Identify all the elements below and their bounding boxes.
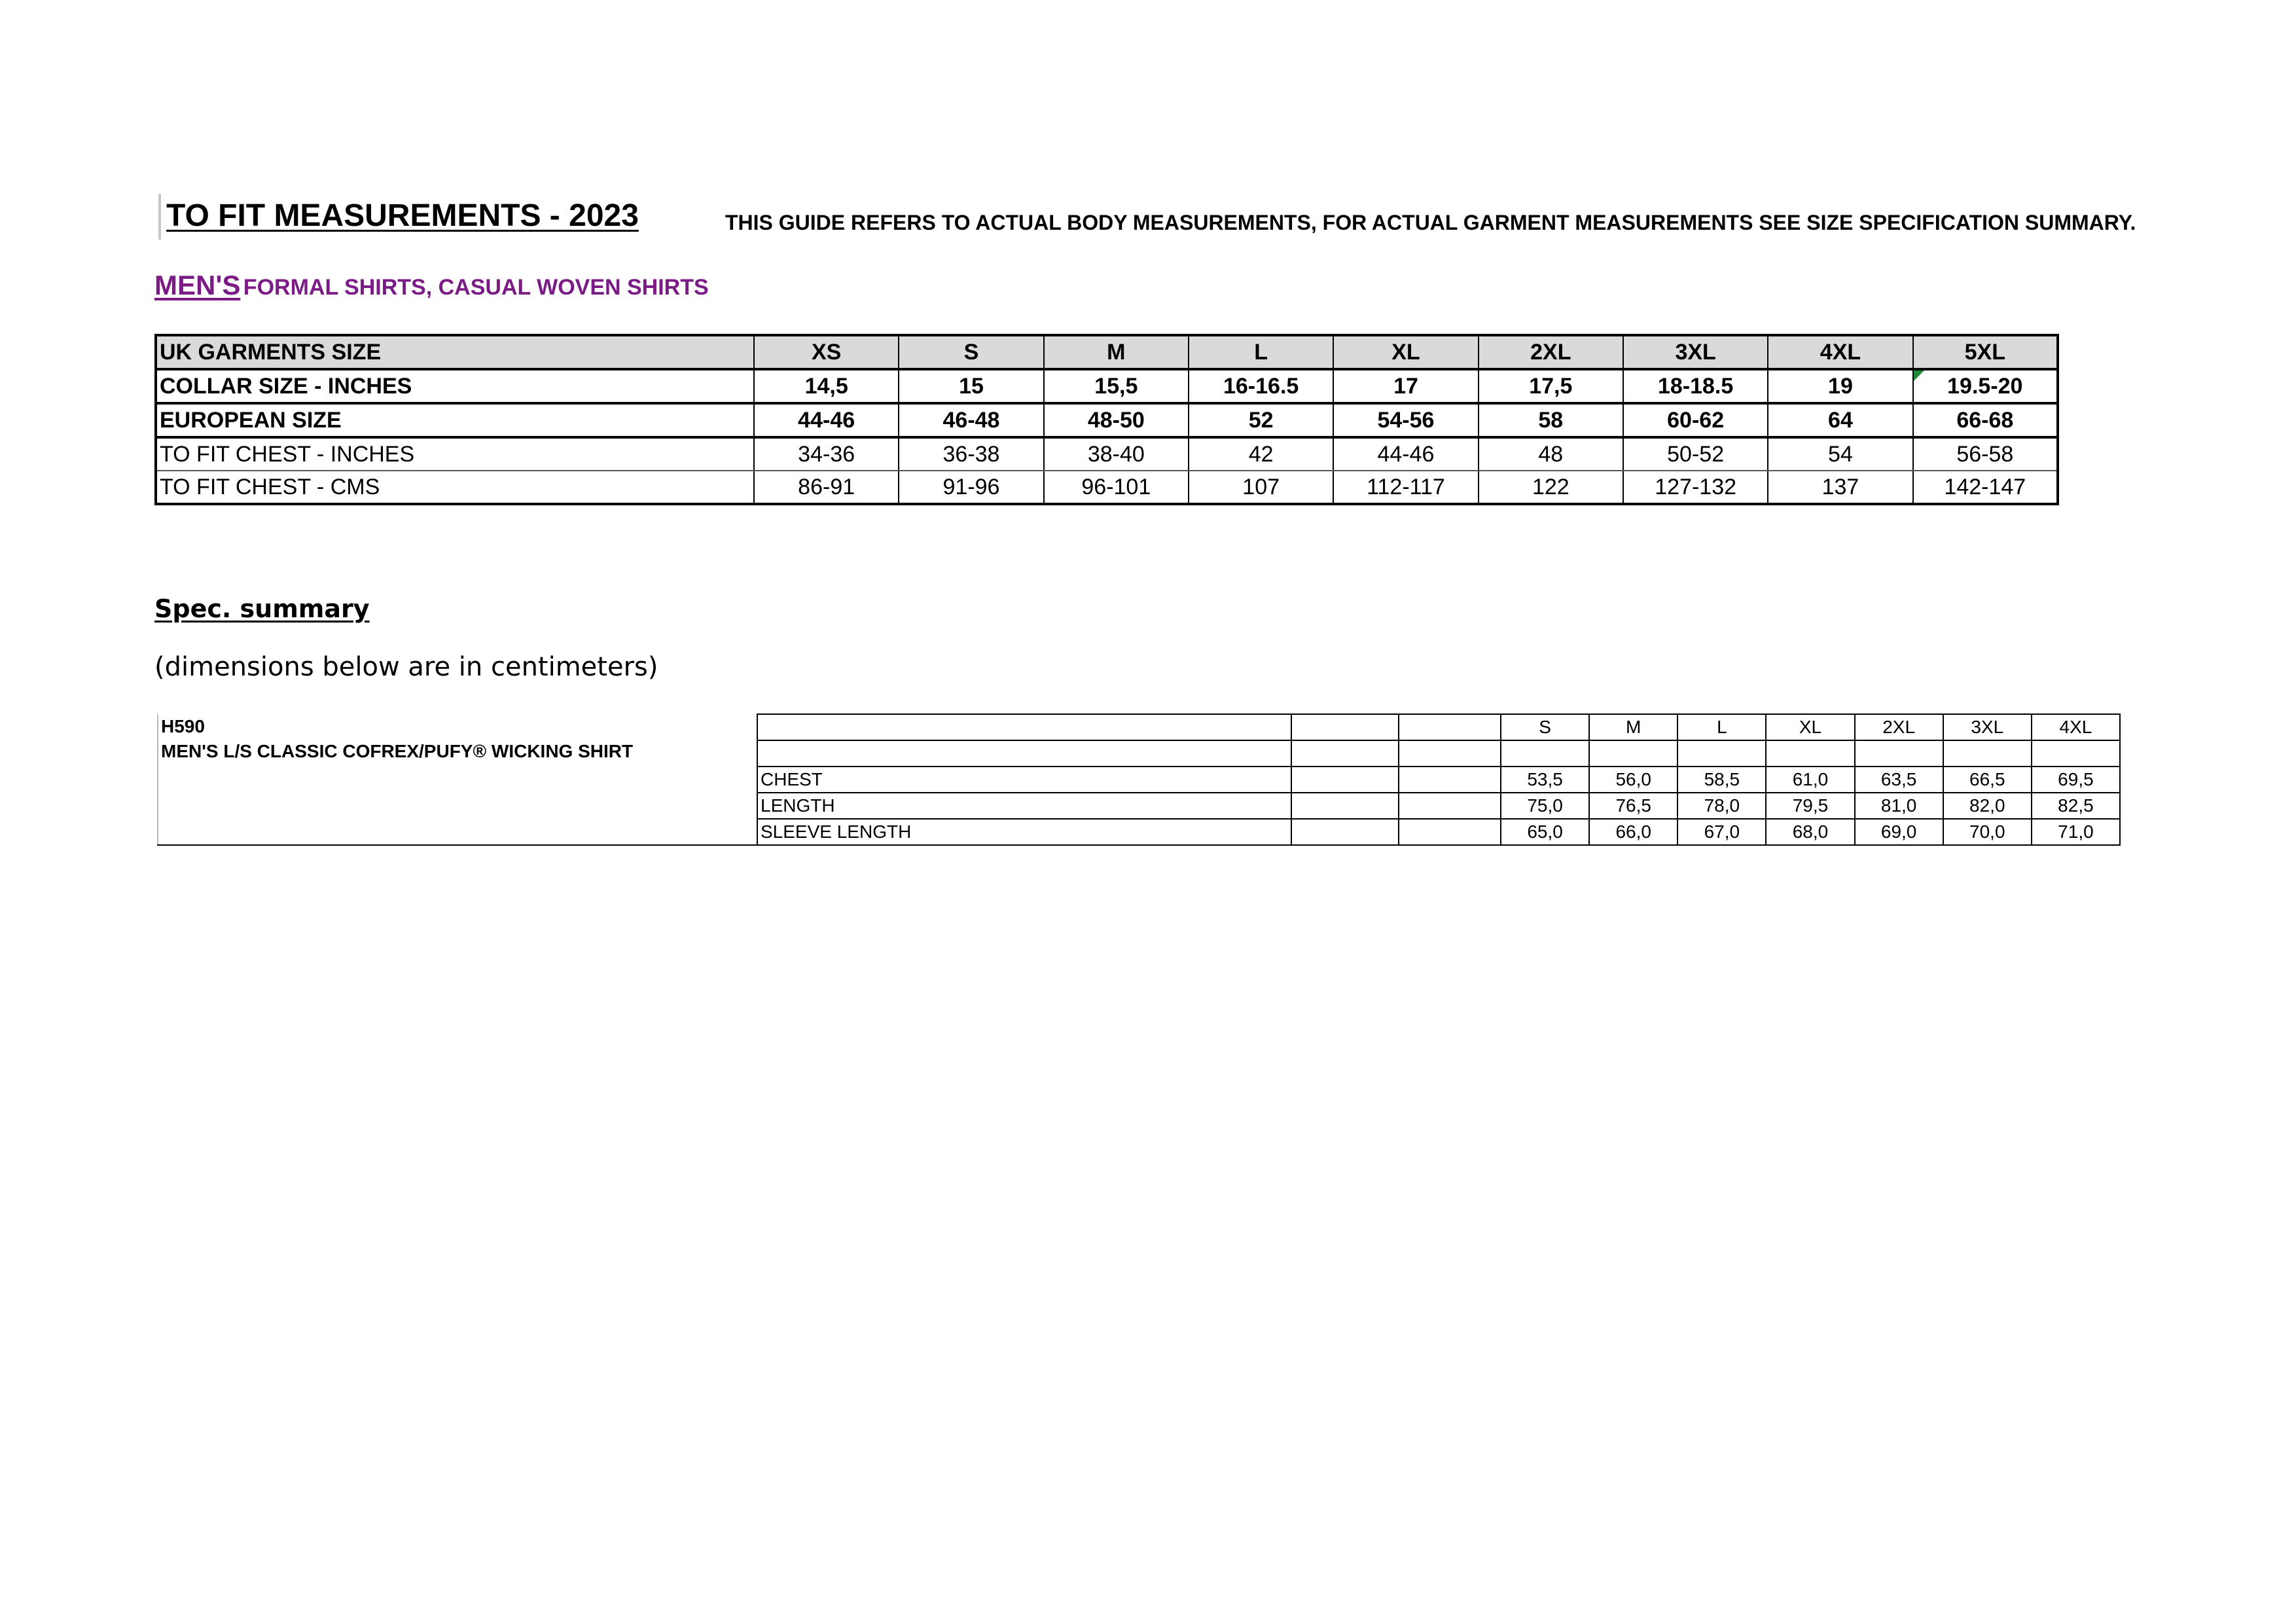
table-cell xyxy=(757,714,1291,740)
table-cell xyxy=(1677,740,1766,767)
table-cell: 16-16.5 xyxy=(1189,369,1333,403)
table-cell: 79,5 xyxy=(1766,793,1854,819)
table-row xyxy=(156,471,2058,504)
size-header: L xyxy=(1677,714,1766,740)
table-cell: 42 xyxy=(1189,437,1333,471)
table-cell: 69,0 xyxy=(1855,819,1943,845)
guide-note: THIS GUIDE REFERS TO ACTUAL BODY MEASUREMENTS, FOR ACTUAL GARMENT MEASUREMENTS SEE SIZE SPECIFICATION SUMMARY. xyxy=(725,211,2136,234)
table-cell: 122 xyxy=(1479,471,1623,504)
table-cell xyxy=(1399,767,1501,793)
table-cell: 65,0 xyxy=(1501,819,1589,845)
table-cell: 66,5 xyxy=(1943,767,2032,793)
row-label: LENGTH xyxy=(757,793,1291,819)
table-cell: 63,5 xyxy=(1855,767,1943,793)
table-cell: 66-68 xyxy=(1913,403,2058,437)
row-label: CHEST xyxy=(757,767,1291,793)
table-cell: 44-46 xyxy=(754,403,899,437)
table-cell xyxy=(1291,767,1399,793)
page-title: TO FIT MEASUREMENTS - 2023 xyxy=(166,198,639,233)
table-cell: 86-91 xyxy=(754,471,899,504)
size-header: 2XL xyxy=(1479,335,1623,369)
table-cell xyxy=(1501,740,1589,767)
table-cell: 112-117 xyxy=(1333,471,1478,504)
size-header: M xyxy=(1044,335,1189,369)
row-label: SLEEVE LENGTH xyxy=(757,819,1291,845)
fit-measurements-table xyxy=(154,334,2059,505)
table-cell: 48-50 xyxy=(1044,403,1189,437)
table-cell: 61,0 xyxy=(1766,767,1854,793)
table-cell: 96-101 xyxy=(1044,471,1189,504)
table-cell: 69,5 xyxy=(2032,767,2120,793)
table-cell: 46-48 xyxy=(899,403,1043,437)
table-cell xyxy=(1399,740,1501,767)
table-cell: 71,0 xyxy=(2032,819,2120,845)
table-cell: 58,5 xyxy=(1677,767,1766,793)
table-cell: 56-58 xyxy=(1913,437,2058,471)
size-header: 4XL xyxy=(2032,714,2120,740)
table-cell xyxy=(1291,714,1399,740)
size-header: 5XL xyxy=(1913,335,2058,369)
section-heading-categories: FORMAL SHIRTS, CASUAL WOVEN SHIRTS xyxy=(243,275,709,300)
table-cell: 68,0 xyxy=(1766,819,1854,845)
table-cell: 75,0 xyxy=(1501,793,1589,819)
size-header: S xyxy=(1501,714,1589,740)
table-cell: 52 xyxy=(1189,403,1333,437)
table-cell xyxy=(1855,740,1943,767)
table-cell xyxy=(1589,740,1677,767)
table-cell xyxy=(757,740,1291,767)
table-cell: 58 xyxy=(1479,403,1623,437)
table-cell: 64 xyxy=(1768,403,1912,437)
spec-summary-table xyxy=(157,713,2121,846)
size-header: XL xyxy=(1766,714,1854,740)
size-header: M xyxy=(1589,714,1677,740)
table-cell: 14,5 xyxy=(754,369,899,403)
row-label: TO FIT CHEST - INCHES xyxy=(156,437,754,471)
product-name: MEN'S L/S CLASSIC COFREX/PUFY® WICKING SHIRT xyxy=(161,741,634,761)
table-row xyxy=(156,437,2058,471)
size-header: S xyxy=(899,335,1043,369)
size-header: 3XL xyxy=(1623,335,1768,369)
table-cell: 142-147 xyxy=(1913,471,2058,504)
table-cell: 76,5 xyxy=(1589,793,1677,819)
row-label: COLLAR SIZE - INCHES xyxy=(156,369,754,403)
row-label: EUROPEAN SIZE xyxy=(156,403,754,437)
size-header: XS xyxy=(754,335,899,369)
table-cell xyxy=(1291,740,1399,767)
section-heading-mens: MEN'S xyxy=(154,270,241,300)
table-cell: 60-62 xyxy=(1623,403,1768,437)
table-cell: 50-52 xyxy=(1623,437,1768,471)
table-cell: 53,5 xyxy=(1501,767,1589,793)
size-header: 4XL xyxy=(1768,335,1912,369)
table-cell: 56,0 xyxy=(1589,767,1677,793)
table-cell xyxy=(1766,740,1854,767)
table-row xyxy=(158,714,2120,740)
spec-summary-title: Spec. summary xyxy=(154,594,370,623)
table-row xyxy=(156,369,2058,403)
table-cell: 70,0 xyxy=(1943,819,2032,845)
table-cell: 54-56 xyxy=(1333,403,1478,437)
table-cell: 67,0 xyxy=(1677,819,1766,845)
table-cell xyxy=(1943,740,2032,767)
table-cell: 15,5 xyxy=(1044,369,1189,403)
table-cell: 82,0 xyxy=(1943,793,2032,819)
table-cell: 36-38 xyxy=(899,437,1043,471)
size-header: 2XL xyxy=(1855,714,1943,740)
table-cell: 19.5-20 xyxy=(1913,369,2058,403)
table-cell xyxy=(2032,740,2120,767)
table-cell: 127-132 xyxy=(1623,471,1768,504)
table-cell: 78,0 xyxy=(1677,793,1766,819)
size-header: 3XL xyxy=(1943,714,2032,740)
size-header: XL xyxy=(1333,335,1478,369)
table-cell xyxy=(1291,793,1399,819)
table-cell xyxy=(1399,714,1501,740)
spec-units-note: (dimensions below are in centimeters) xyxy=(154,652,658,682)
table-cell: 17,5 xyxy=(1479,369,1623,403)
table-cell: 17 xyxy=(1333,369,1478,403)
table-cell: 18-18.5 xyxy=(1623,369,1768,403)
table-cell: 44-46 xyxy=(1333,437,1478,471)
table-cell: 107 xyxy=(1189,471,1333,504)
table-cell: 54 xyxy=(1768,437,1912,471)
product-cell xyxy=(158,714,757,845)
table-cell xyxy=(1291,819,1399,845)
table-row xyxy=(156,403,2058,437)
table-cell: 91-96 xyxy=(899,471,1043,504)
product-code: H590 xyxy=(161,716,205,736)
table-header-row xyxy=(156,335,2058,369)
table-cell xyxy=(1399,793,1501,819)
size-header: L xyxy=(1189,335,1333,369)
table-cell: 15 xyxy=(899,369,1043,403)
table-cell: 34-36 xyxy=(754,437,899,471)
section-heading xyxy=(154,270,709,301)
title-divider xyxy=(158,194,161,240)
table-cell: 48 xyxy=(1479,437,1623,471)
table-cell: 82,5 xyxy=(2032,793,2120,819)
table-cell xyxy=(1399,819,1501,845)
row-label: TO FIT CHEST - CMS xyxy=(156,471,754,504)
header-label: UK GARMENTS SIZE xyxy=(156,335,754,369)
table-cell: 81,0 xyxy=(1855,793,1943,819)
table-cell: 137 xyxy=(1768,471,1912,504)
table-cell: 66,0 xyxy=(1589,819,1677,845)
table-cell: 38-40 xyxy=(1044,437,1189,471)
table-cell: 19 xyxy=(1768,369,1912,403)
